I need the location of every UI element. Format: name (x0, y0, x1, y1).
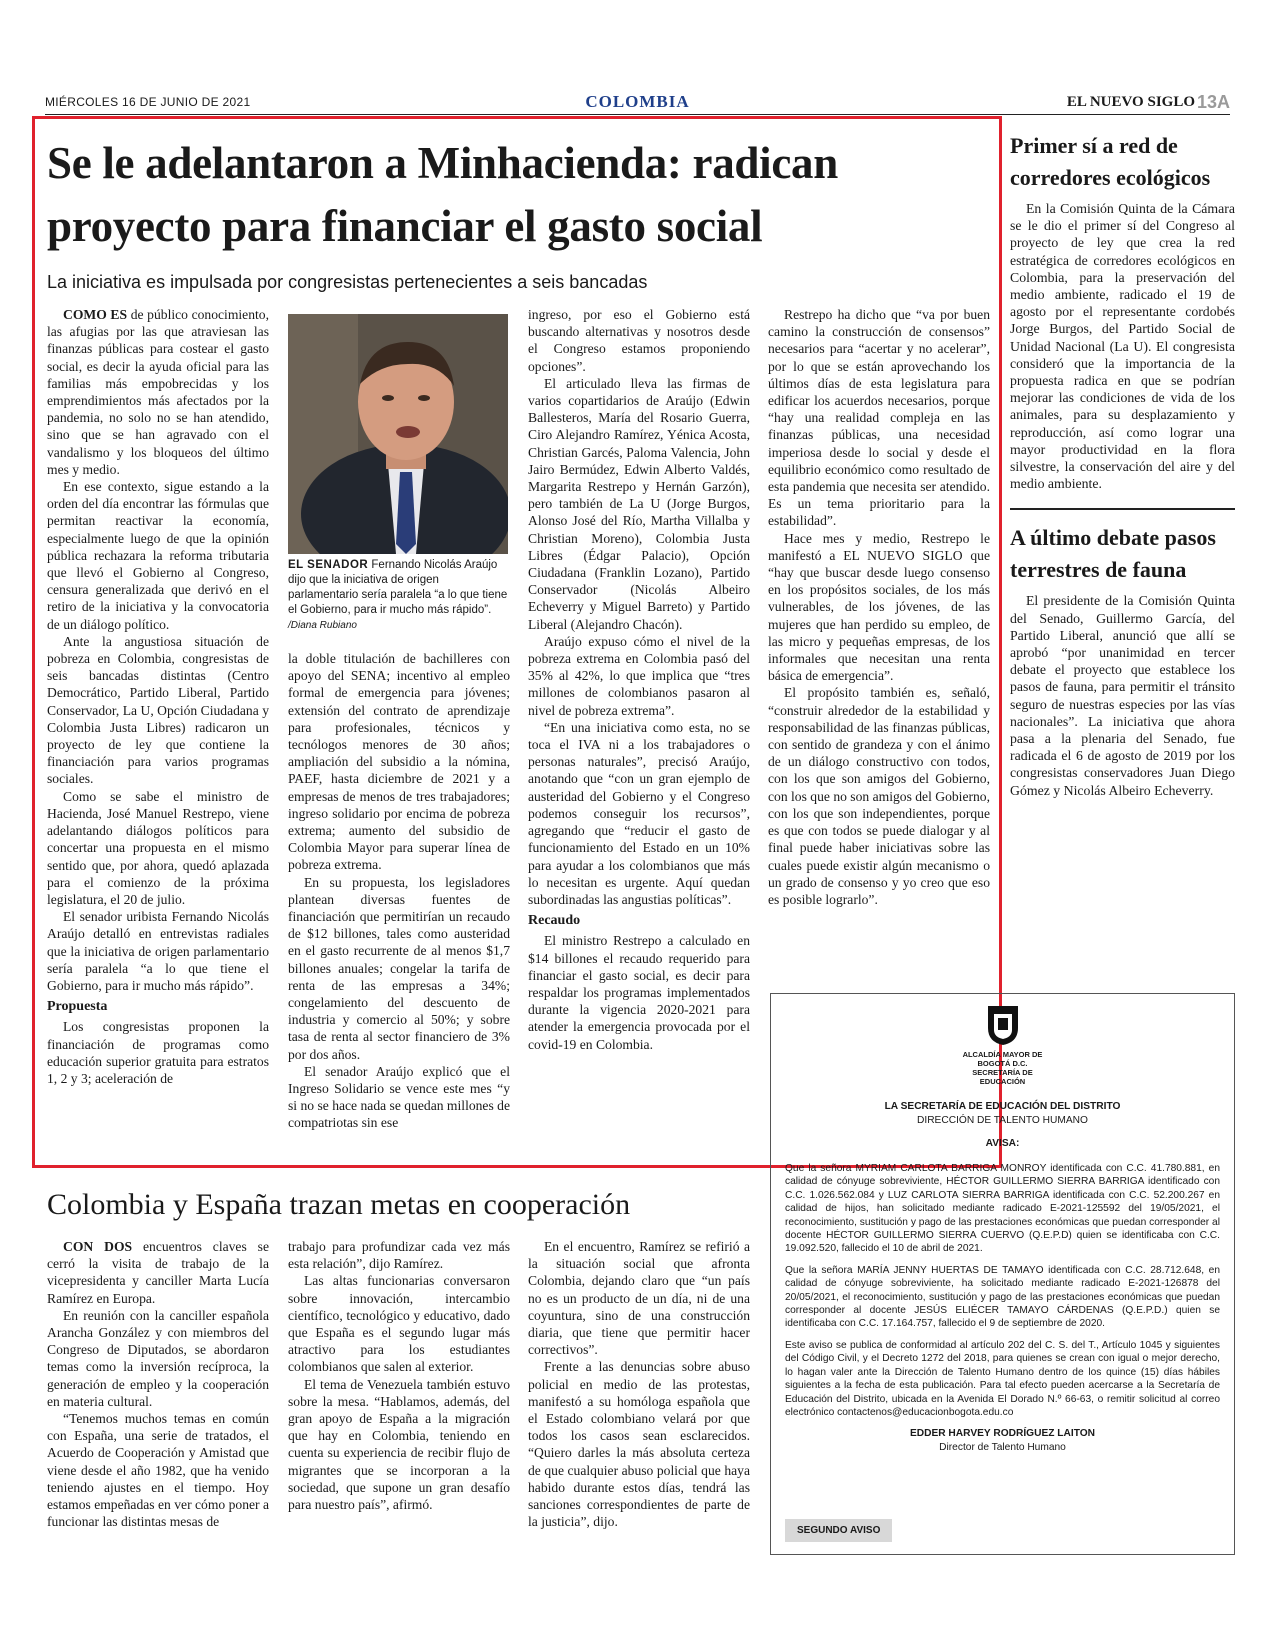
paragraph: El senador uribista Fernando Nicolás Araújo detalló en entrevistas radiales que la iniciativa de origen parlamentario sería paralela “a lo que tiene el Gobierno, para ir mucho más rápido”. (47, 909, 269, 993)
subhead-propuesta: Propuesta (47, 999, 108, 1015)
paragraph: Las altas funcionarias conversaron sobre innovación, intercambio científico, tecnológico y educativo, dado que España es el segundo lugar más atractivo para los estudiantes colombianos que salen al exterior. (288, 1273, 510, 1375)
paragraph: Ante la angustiosa situación de pobreza en Colombia, congresistas de seis bancadas distintas (Centro Democrático, Partido Liberal, Partido Conservador, La U, Opción Ciudadana y Colombia Justa Libres) radicaron un proyecto de ley que contiene la financiación para varios programas sociales. (47, 633, 269, 787)
caption-text: Fernando Nicolás Araújo dijo que la iniciativa de origen parlamentario sería paralela “a lo que tiene el Gobierno, para ir mucho más rápido”. (288, 559, 508, 616)
masthead (45, 92, 1230, 115)
paragraph: El ministro Restrepo a calculado en $14 billones el recaudo requerido para financiar el gasto social, es decir para respaldar los programas implementados durante la vigencia 2020-2021 para atender la emergencia provocada por el covid-19 en Colombia. (528, 933, 750, 1052)
second-column-1 (47, 1238, 269, 1530)
notice-badge: SEGUNDO AVISO (785, 1519, 892, 1542)
legal-notice (770, 993, 1235, 1555)
paragraph: El articulado lleva las firmas de varios copartidarios de Araújo (Edwin Ballesteros, María del Rosario Guerra, Ciro Alejandro Ramírez, Yénica Acosta, Christian Garcés, Paloma Valencia, John Jairo Bermúdez, Edwin Alberto Valdés, Margarita Restrepo y Hernán Garzón), pero también de La U (Jorge Burgos, Alonso José del Río, Martha Villalba y Christian Moreno), Colombia Justa Libres (Édgar Palacio), Opción Ciudadana (Franklin Lozano), Partido Conservador (Nicolás Albeiro Echeverry y Miguel Barreto) y Partido Liberal (Alejandro Chacón). (528, 375, 750, 632)
notice-paragraph: Este aviso se publica de conformidad al artículo 202 del C. S. del T., Artículo 1045 y siguientes del Código Civil, y el Decreto 1272 del 2018, para quienes se crean con igual o mejor derecho, lo hagan valer ante la Dirección de Talento Humano dentro de los quince (15) días hábiles siguientes a la fecha de esta publicación. Para tal efecto pueden acercarse a la Secretaría de Educación del Distrito, ubicada en la Avenida El Dorado N.º 66-63, o remitir solicitud al correo electrónico contactenos@educacionbogota.edu.co (785, 1339, 1220, 1418)
paragraph: de público conocimiento, las afugias por las que atraviesan las finanzas públicas para costear el gasto social, es decir la ayuda oficial para las familias más empobrecidas y los emprendimientos más afectados por la pandemia, no solo no se han atendido, sino que se han agravado con el vandalismo y los bloqueos del último mes y medio. (47, 307, 269, 477)
paragraph: ingreso, por eso el Gobierno está buscando alternativas y nosotros desde el Congreso estamos proponiendo opciones”. (528, 307, 750, 374)
notice-department: DIRECCIÓN DE TALENTO HUMANO (917, 1114, 1088, 1126)
sidebar-story-2-body: El presidente de la Comisión Quinta del Senado, Guillermo García, del Partido Liberal, anunció que allí se aprobó “por unanimidad en tercer debate el proyecto que establece los pasos de fauna, para permitir el tránsito seguro de nuestras especies por las vías nacionales”. La iniciativa que ahora pasa a la plenaria del Senado, fue radicada el 6 de agosto de 2019 por los congresistas conservadores Juan Diego Gómez y Nicolás Albeiro Echeverry. (1010, 593, 1235, 798)
lead-in: CON DOS (63, 1239, 133, 1254)
sidebar-story-1-title: Primer sí a red de corredores ecológicos (1010, 133, 1211, 190)
sidebar-divider (1010, 508, 1235, 510)
notice-paragraph: Que la señora MYRIAM CARLOTA BARRIGA MONROY identificada con C.C. 41.780.881, en calidad de cónyuge sobreviviente, HÉCTOR GUILLERMO SIERRA BARRIGA identificado con C.C. 1.026.562.084 y LUZ CARLOTA SIERRA BARRIGA identificada con C.C. 52.200.267 en calidad de hijos, han solicitado mediante radicado E-2021-125592 del 19/05/2021, el reconocimiento, sustitución y pago de las prestaciones económicas que puedan corresponder al docente HÉCTOR GUILLERMO SIERRA CUERVO (Q.E.P.D) quien se identificaba con C.C. 19.092.520, fallecido el 10 de abril de 2021. (785, 1163, 1220, 1255)
lead-in: COMO ES (63, 307, 128, 322)
section-name: COLOMBIA (585, 92, 690, 111)
main-column-4 (768, 306, 990, 908)
photo-credit: /Diana Rubiano (288, 620, 357, 631)
notice-logo-text: ALCALDÍA MAYOR DE BOGOTÁ D.C. SECRETARÍA DE EDUCACIÓN (962, 1050, 1043, 1087)
paragraph: En ese contexto, sigue estando a la orden del día encontrar las fórmulas que permitan reactivar la economía, especialmente luego de que la opinión pública rechazara la reforma tributaria que llevó el Gobierno al Congreso, censura generalizada que derivó en el retiro de la iniciativa y la convocatoria de un diálogo político. (47, 479, 269, 632)
paragraph: “En una iniciativa como esta, no se toca el IVA ni a los trabajadores o personas naturales”, precisó Araújo, anotando que “con un gran ejemplo de austeridad del Gobierno y el Congreso podemos conseguir los recursos”, agregando que “reducir el gasto de funcionamiento del Estado en un 10% para ayudar a los colombianos que más lo necesitan es urgente. Aquí quedan subordinadas las angustias políticas”. (528, 719, 750, 907)
second-column-2 (288, 1238, 510, 1513)
subhead-recaudo: Recaudo (528, 913, 581, 929)
sidebar-story-2-title: A último debate pasos terrestres de fauna (1010, 525, 1216, 583)
paragraph: la doble titulación de bachilleres con apoyo del SENA; incentivo al empleo formal de emergencia para jóvenes; extensión del contrato de aprendizaje para profesionales, técnicos y tecnólogos menores de 30 años; ampliación del subsidio a la nómina, PAEF, hasta diciembre de 2021 y a empresas de menos de tres trabajadores; ingreso solidario por encima de pobreza extrema; aumento del subsidio de Colombia Mayor para superar línea de pobreza extrema. (288, 651, 510, 873)
paragraph: Restrepo ha dicho que “va por buen camino la construcción de consensos” necesarios para “acertar y no acelerar”, por lo que se están aprovechando los últimos días de esta legislatura para edificar los acuerdos necesarios, porque “hay una realidad compleja en las finanzas públicas, una necesidad imperiosa desde lo social y desde el equilibrio económico como resultado de esta pandemia que necesita ser atendido. Es un tema prioritario para la estabilidad”. (768, 307, 990, 529)
caption-label: EL SENADOR (288, 559, 369, 571)
paragraph: En su propuesta, los legisladores plantean diversas fuentes de financiación que permitirían un recaudo de $12 billones, tales como austeridad en el gasto recurrente de al menos $1,7 billones anuales; congelar la tarifa de renta de las empresas a 34%; congelamiento del descuento de industria y comercio al 50%; y sobre tasa de renta al sector financiero de 3% por dos años. (288, 874, 510, 1062)
sidebar-story-1-body: En la Comisión Quinta de la Cámara se le dio el primer sí del Congreso al proyecto de ley que crea la red estratégica de corredores ecológicos en Colombia, para la preservación del medio ambiente, radicado el 19 de agosto por el representante cordobés Jorge Burgos, del Partido Social de Unidad Nacional (La U). El congresista consideró que la importancia de la propuesta radica en que se podrían mejorar las condiciones de vida de los animales, para su desplazamiento y reproducción, así como lograr una mayor productividad en la flora silvestre, la conservación del aire y del medio ambiente. (1010, 201, 1235, 492)
main-column-1 (47, 306, 269, 1087)
notice-body (785, 1162, 1220, 1454)
paragraph: Hace mes y medio, Restrepo le manifestó a EL NUEVO SIGLO que “hay que buscar desde luego consenso en los propósitos sociales, de los más vulnerables, de los jóvenes, de las mujeres que han perdido su empleo, de las micro y pequeñas empresas, de los informales que necesitan una renta básica de emergencia”. (768, 530, 990, 684)
paragraph: Araújo expuso cómo el nivel de la pobreza extrema en Colombia pasó del 35% al 42%, lo que implica que “tres millones de colombianos pasaron al nivel de pobreza extrema”. (528, 633, 750, 718)
notice-org: LA SECRETARÍA DE EDUCACIÓN DEL DISTRITO (884, 1101, 1121, 1113)
newspaper-name: EL NUEVO SIGLO (1066, 94, 1195, 110)
paragraph: Los congresistas proponen la financiación de programas como educación superior gratuita para estratos 1, 2 y 3; aceleración de (47, 1019, 269, 1086)
senator-photo (288, 314, 508, 554)
portrait-illustration (288, 314, 508, 554)
paragraph: El tema de Venezuela también estuvo sobre la mesa. “Hablamos, además, del gran apoyo de España a la migración que hay en Colombia, teniendo en cuenta su experiencia de recibir flujo de migrantes que se incorporan a la sociedad, que supone un gran desafío para nuestro país”, afirmó. (288, 1376, 510, 1513)
paragraph: Frente a las denuncias sobre abuso policial en medio de las protestas, manifestó a su homóloga española que el Estado colombiano velará por que todos los casos sean esclarecidos. “Quiero darles la más absoluta certeza de que cualquier abuso policial que haya habido durante estos días, tendrá las sanciones correspondientes de parte de la justicia”, dijo. (528, 1359, 750, 1530)
main-headline: Se le adelantaron a Minhacienda: radican proyecto para financiar el gasto social (47, 138, 838, 251)
second-headline: Colombia y España trazan metas en cooperación (47, 1188, 631, 1221)
main-column-3 (528, 306, 750, 1053)
notice-signer-role: Director de Talento Humano (939, 1441, 1066, 1453)
paragraph: El senador Araújo explicó que el Ingreso Solidario se vence este mes “y si no se hace nada se quedan millones de compatriotas sin ese (288, 1063, 510, 1131)
issue-date: MIÉRCOLES 16 DE JUNIO DE 2021 (45, 95, 251, 109)
sidebar (1010, 130, 1235, 799)
main-deck: La iniciativa es impulsada por congresistas pertenecientes a seis bancadas (47, 272, 648, 292)
paragraph: “Tenemos muchos temas en común con España, una serie de tratados, el Acuerdo de Cooperación y Amistad que viene desde el año 1982, que ha venido teniendo ajustes en el tiempo. Hoy estamos empeñadas en ver cómo poner a funcionar las distintas mesas de (47, 1411, 269, 1530)
paragraph: Como se sabe el ministro de Hacienda, José Manuel Restrepo, viene adelantando diálogos políticos para concertar una propuesta en el mismo sentido que, por ahora, quedó aplazada para el comienzo de la próxima legislatura, el 20 de julio. (47, 788, 269, 907)
notice-title: AVISA: (985, 1138, 1020, 1150)
notice-paragraph: Que la señora MARÍA JENNY HUERTAS DE TAMAYO identificada con C.C. 28.712.648, en calidad de cónyuge sobreviviente, ha solicitado mediante radicado E-2021-126878 del 20/05/2021, el reconocimiento, sustitución y pago de las prestaciones económicas que puedan corresponder al docente JESÚS ELIÉCER TAMAYO CÁRDENAS (Q.E.P.D.) quien se identificaba con C.C. 17.164.757, fallecido el 9 de septiembre de 2020. (785, 1264, 1220, 1330)
main-column-2 (288, 650, 510, 1132)
paragraph: En el encuentro, Ramírez se refirió a la situación social que afronta Colombia, dejando claro que “un país no es un producto de un día, ni de una coyuntura, sino de una construcción diaria, que tiene que permitir hacer correctivos”. (528, 1239, 750, 1358)
paragraph: trabajo para profundizar cada vez más esta relación”, dijo Ramírez. (288, 1239, 510, 1272)
notice-header (785, 1004, 1220, 1151)
photo-caption (288, 558, 508, 633)
paragraph: El propósito también es, señaló, “construir alrededor de la estabilidad y responsabilidad de las finanzas públicas, con sentido de grandeza y con el ánimo de un diálogo constructivo con todos, con los que son amigos del Gobierno, con los que no son amigos del Gobierno, con los que son independientes, porque es que con todos se puede dialogar y al final puede haber iniciativas sobre las cuales puede existir algún mecanismo o un grado de consenso y yo creo que eso es posible lograrlo”. (768, 685, 991, 907)
second-column-3 (528, 1238, 750, 1530)
notice-signer: EDDER HARVEY RODRÍGUEZ LAITON (909, 1428, 1096, 1440)
paragraph: encuentros claves se cerró la visita de trabajo de la vicepresidenta y canciller Marta Lucía Ramírez en Europa. (47, 1239, 269, 1306)
paragraph: En reunión con la canciller española Arancha González y con miembros del Congreso de Diputados, se abordaron temas como la inversión recíproca, la generación de empleo y la cooperación en materia cultural. (47, 1307, 269, 1409)
bogota-coat-of-arms-icon (986, 1004, 1020, 1046)
page-number: 13A (1196, 92, 1230, 112)
